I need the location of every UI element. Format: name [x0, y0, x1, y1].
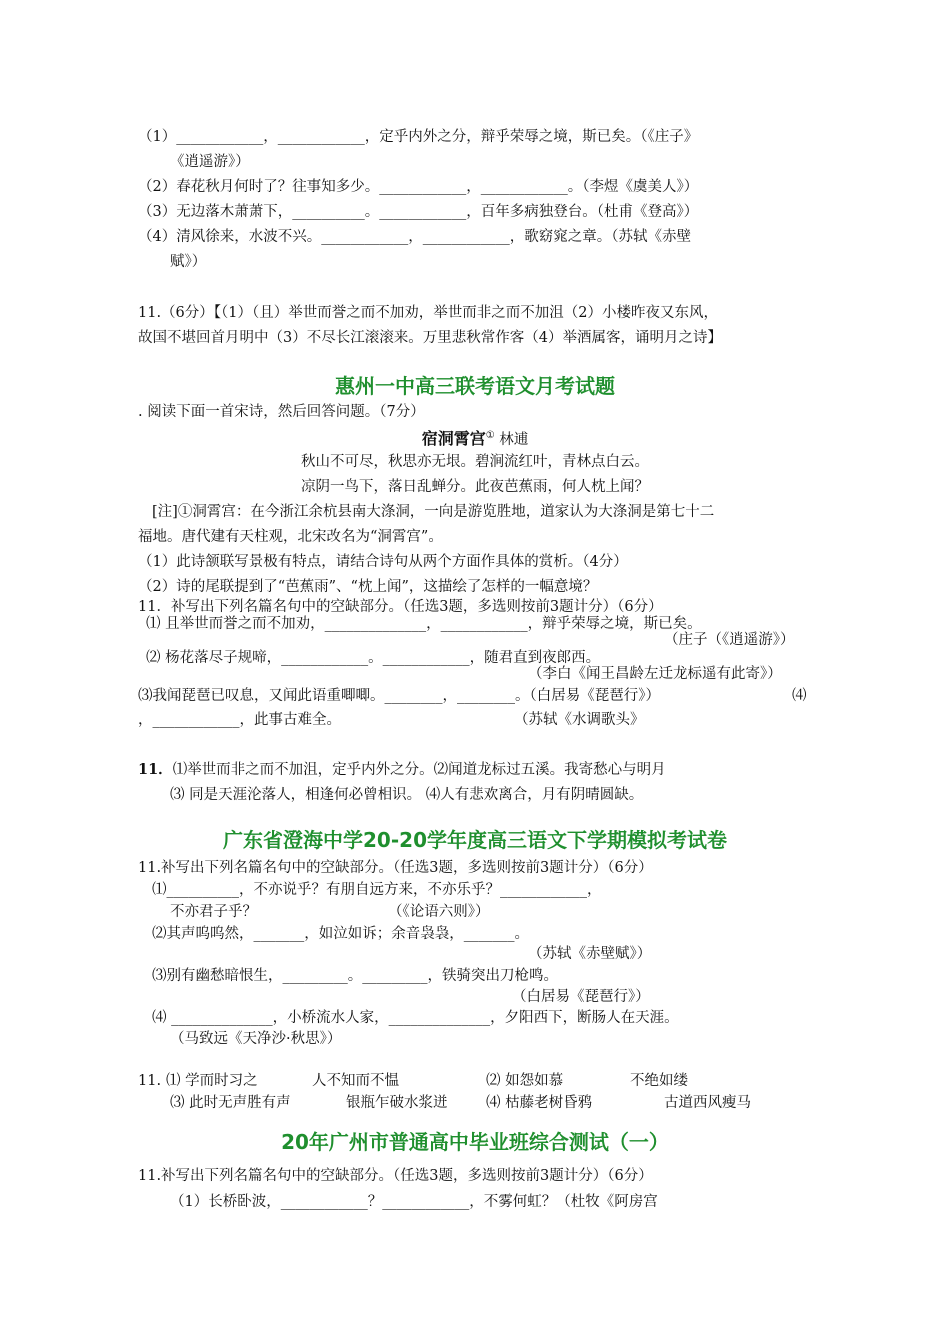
s2-note-line1: [注]①洞霄宫：在今浙江余杭县南大涤洞，一向是游览胜地，道家认为大涤洞是第七十二: [152, 504, 715, 520]
s1-q3: （3）无边落木萧萧下，__________。____________，百年多病独登台。（杜甫《登高》）: [138, 204, 699, 220]
s2-q11: 11．补写出下列名篇名句中的空缺部分。（任选3题，多选则按前3题计分）（6分）: [138, 599, 663, 615]
s2-poem-line2: 凉阴一鸟下，落日乱蝉分。此夜芭蕉雨，何人枕上闻？: [301, 479, 649, 495]
s3-q2: ⑵其声呜呜然，_______，如泣如诉；余音袅袅，_______。: [152, 926, 529, 942]
s3-answer-1: ⑴ 学而时习之: [166, 1073, 258, 1089]
s3-answer-3: ⑶ 此时无声胜有声: [170, 1095, 291, 1111]
s1-q1-line1: （1）____________，____________，定乎内外之分，辩乎荣辱之境，斯已矣。（《庄子》: [138, 129, 699, 145]
s1-q4-line2: 赋》）: [170, 254, 207, 270]
s1-q1-line2: 《逍遥游》）: [170, 154, 250, 170]
s2-q1: ⑴ 且举世而誉之而不加劝，______________，____________，辩乎荣辱之境，斯已矣。: [146, 616, 702, 632]
s2-answer-text: ⑴举世而非之而不加沮，定乎内外之分。⑵闻道龙标过五溪。我寄愁心与明月: [172, 762, 666, 778]
s1-q2: （2）春花秋月何时了？往事知多少。____________，____________。（李煜《虞美人》）: [138, 179, 699, 195]
s3-q11: 11.补写出下列名篇名句中的空缺部分。（任选3题，多选则按前3题计分）（6分）: [138, 860, 653, 876]
s2-q4: ，____________，此事古难全。: [138, 712, 341, 728]
s2-q3: ⑶我闻琵琶已叹息，又闻此语重唧唧。________，________。（白居易《琵琶行》）: [138, 688, 660, 704]
s2-heading: 惠州一中高三联考语文月考试题: [335, 374, 615, 398]
s2-answer-number: 11．: [138, 761, 173, 778]
s3-q1-line1: ⑴__________，不亦说乎？有朋自远方来，不亦乐乎？____________，: [152, 882, 602, 898]
s3-answer-2b: 不绝如缕: [630, 1073, 688, 1089]
s2-answer-line2: ⑶ 同是天涯沦落人，相逢何必曾相识。 ⑷人有悲欢离合，月有阴晴圆缺。: [170, 787, 644, 803]
s3-answer-1b: 人不知而不愠: [312, 1073, 399, 1089]
s2-q2: ⑵ 杨花落尽子规啼，____________。____________，随君直到夜郎西。: [146, 650, 601, 666]
s2-intro: . 阅读下面一首宋诗，然后回答问题。（7分）: [138, 404, 425, 420]
s1-answer-line1: 11.（6分）【（1）（且）举世而誉之而不加劝，举世而非之而不加沮（2）小楼昨夜又东风，: [138, 305, 718, 321]
s3-q3-source: （白居易《琵琶行》）: [512, 989, 650, 1005]
s4-q1: （1）长桥卧波，____________？____________，不雾何虹？（杜牧《阿房宫: [170, 1194, 658, 1210]
s2-poem-line1: 秋山不可尽，秋思亦无垠。碧涧流红叶，青林点白云。: [301, 454, 649, 470]
s3-q4: ⑷ ______________，小桥流水人家，______________，夕阳西下，断肠人在天涯。: [152, 1010, 679, 1026]
s2-q4-source: （苏轼《水调歌头》: [514, 712, 645, 728]
s3-answer-number: 11.: [138, 1073, 162, 1089]
s3-answer-2: ⑵ 如怨如慕: [486, 1073, 564, 1089]
s2-q1-source: （庄子（《逍遥游》）: [664, 632, 795, 648]
s3-q1-source: （《论语六则》）: [388, 904, 490, 920]
s3-heading: 广东省澄海中学20-20学年度高三语文下学期模拟考试卷: [223, 828, 727, 852]
s3-q2-source: （苏轼《赤壁赋》）: [528, 946, 652, 962]
s4-q11: 11.补写出下列名篇名句中的空缺部分。（任选3题，多选则按前3题计分）（6分）: [138, 1168, 653, 1184]
s2-sub1: （1）此诗颔联写景极有特点，请结合诗句从两个方面作具体的赏析。（4分）: [138, 554, 628, 570]
s3-q3: ⑶别有幽愁暗恨生，_________。_________，铁骑突出刀枪鸣。: [152, 968, 558, 984]
s2-sub2: （2）诗的尾联提到了“芭蕉雨”、“枕上闻”，这描绘了怎样的一幅意境？: [138, 579, 598, 595]
s1-answer-line2: 故国不堪回首月明中（3）不尽长江滚滚来。万里悲秋常作客（4）举酒属客，诵明月之诗】: [138, 330, 722, 346]
s2-note-line2: 福地。唐代建有天柱观，北宋改名为“洞霄宫”。: [138, 529, 443, 545]
s3-answer-4: ⑷ 枯藤老树昏鸦: [486, 1095, 593, 1111]
s3-q1-line2: 不亦君子乎？: [170, 904, 257, 920]
s2-q4-mark: ⑷: [792, 688, 807, 704]
s4-heading: 20年广州市普通高中毕业班综合测试（一）: [281, 1130, 669, 1154]
s2-note-mark: ①: [485, 430, 495, 441]
s2-answer-line1: [138, 760, 666, 780]
s2-poem-title: 宿洞霄宫: [421, 428, 486, 448]
s3-answer-3b: 银瓶乍破水浆迸: [346, 1095, 448, 1111]
s2-poem-title-line: [0, 426, 950, 450]
s2-q2-source: （李白《闻王昌龄左迁龙标遥有此寄》）: [528, 666, 782, 682]
s1-q4-line1: （4）清风徐来，水波不兴。____________，____________，歌窈窕之章。（苏轼《赤壁: [138, 229, 691, 245]
s2-poem-author: 林逋: [499, 431, 529, 448]
s3-q4-source: （马致远《天净沙·秋思》）: [170, 1031, 342, 1047]
s3-answer-4b: 古道西风瘦马: [664, 1095, 751, 1111]
